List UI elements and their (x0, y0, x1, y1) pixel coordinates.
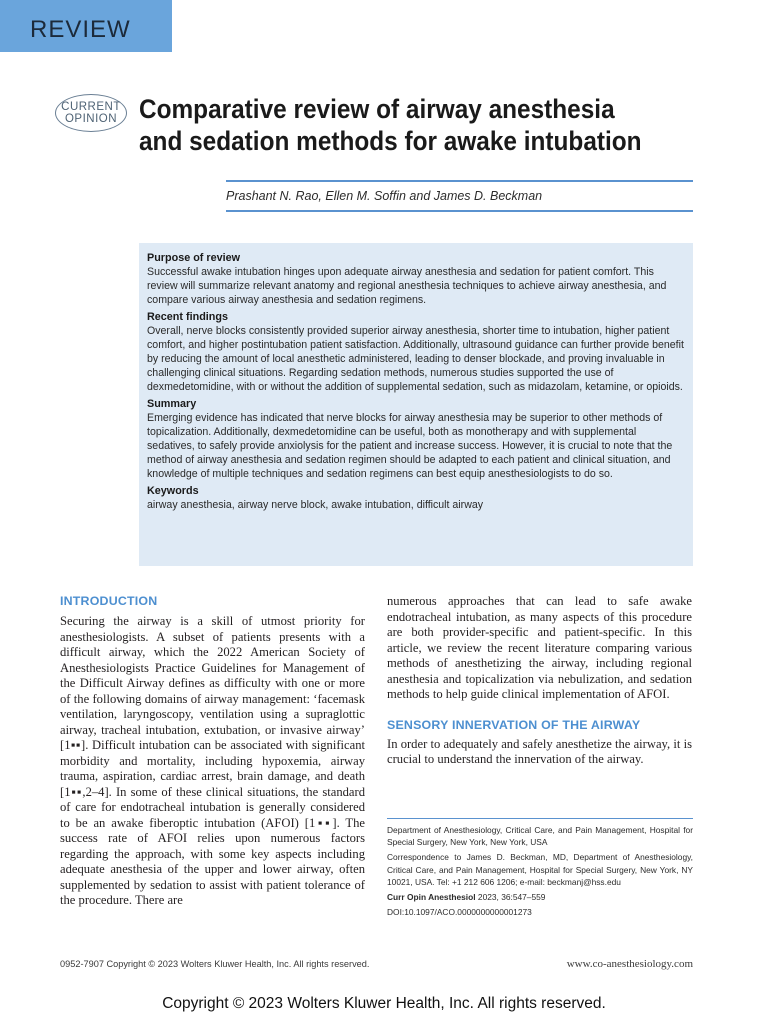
purpose-section (147, 252, 684, 307)
doi-text: DOI:10.1097/ACO.0000000000001273 (387, 907, 532, 918)
copyright-banner: Copyright © 2023 Wolters Kluwer Health, Inc. All rights reserved. (162, 995, 606, 1012)
summary-section (147, 398, 684, 481)
author-footnote (387, 818, 693, 921)
findings-section (147, 311, 684, 394)
right-column (387, 594, 692, 768)
journal-volume: 2023, 36:547–559 (477, 892, 546, 903)
sensory-innervation-heading: SENSORY INNERVATION OF THE AIRWAY (387, 717, 641, 732)
author-list: Prashant N. Rao, Ellen M. Soffin and James D. Beckman (226, 189, 543, 203)
summary-heading: Summary (147, 398, 197, 410)
abstract-box (139, 243, 693, 566)
logo-letter-c: C (61, 101, 70, 113)
authors-top-rule (226, 180, 693, 182)
keywords-text: airway anesthesia, airway nerve block, awake intubation, difficult airway (147, 499, 484, 511)
journal-citation (387, 891, 693, 903)
keywords-heading: Keywords (147, 485, 199, 497)
logo-letter-o: O (64, 113, 75, 125)
introduction-continued-text: numerous approaches that can lead to safe awake endotracheal intubation, as many aspects of this procedure are both provider-specific and patient-specific. In this article, we review the recent literature comparing various methods of anesthetizing the airway, including regional anesthesia and topicalization via nebulization, and sedation methods to help guide clinical implementation of AFOI. (387, 594, 692, 701)
issn-copyright: 0952-7907 Copyright © 2023 Wolters Kluwer Health, Inc. All rights reserved. (60, 959, 370, 969)
left-column (60, 594, 365, 909)
article-title: Comparative review of airway anesthesia and sedation methods for awake intubation (139, 94, 642, 156)
purpose-text: Successful awake intubation hinges upon adequate airway anesthesia and sedation for patient comfort. This review will summarize relevant anatomy and regional anesthesia techniques to achieve airway anesthesia, and compare various airway anesthesia and sedation regimens. (147, 266, 667, 306)
summary-text: Emerging evidence has indicated that nerve blocks for airway anesthesia may be superior to other methods of topicalization. Additionally, dexmedetomidine can be useful, both as monotherapy and with supplemental sedatives, to safely provide anxiolysis for the patient and increase success. However, it is crucial to note that the method of airway anesthesia and sedation regimen should be adapted to each patient and clinical situation, and knowledge of multiple techniques and sedation regimens can best equip anesthesiologists to do so. (147, 412, 673, 480)
journal-website-link[interactable]: www.co-anesthesiology.com (566, 958, 693, 970)
findings-text: Overall, nerve blocks consistently provided superior airway anesthesia, shorter time to intubation, higher patient comfort, and higher postintubation patient satisfaction. Additionally, ultrasound guidance can further provide benefit by reducing the amount of local anesthetic administered, leading to denser blockade, and proving invaluable in challenging clinical situations. Regarding sedation methods, numerous studies supported the use of dexmedetomidine, with or without the addition of supplemental sedation, such as midazolam, ketamine, or opioids. (147, 325, 684, 393)
findings-heading: Recent findings (147, 311, 228, 323)
logo-line-2: PINION (74, 113, 118, 125)
affiliation-text: Department of Anesthesiology, Critical Care, and Pain Management, Hospital for Special Surgery, New York, New York, USA (387, 825, 693, 848)
current-opinion-logo (55, 94, 127, 132)
logo-line-1: URRENT (69, 101, 121, 113)
review-tag: REVIEW (0, 0, 172, 52)
authors-bottom-rule (226, 210, 693, 212)
purpose-heading: Purpose of review (147, 252, 241, 264)
introduction-text: Securing the airway is a skill of utmost priority for anesthesiologists. A subset of patients presents with a difficult airway, which the 2022 American Society of Anesthesiologists Practice Guidelines for Management of the Difficult Airway defines as difficulty with one or more of the following domains of airway management: ‘facemask ventilation, laryngoscopy, ventilation using a supraglottic airway, tracheal intubation, extubation, or invasive airway’ [1▪▪]. Difficult intubation can be associated with significant morbidity and mortality, including hypoxemia, airway trauma, aspiration, cardiac arrest, brain damage, and death [1▪▪,2–4]. In some of these clinical situations, the standard of care for endotracheal intubation is generally considered to be an awake fiberoptic intubation (AFOI) [1▪▪]. The success rate of AFOI relies upon numerous factors regarding the approach, with some key aspects including adequate anesthesia of the upper and lower airway, often supplemented by sedation to assist with patient tolerance of the procedure. There are (60, 614, 365, 907)
correspondence-text: Correspondence to James D. Beckman, MD, Department of Anesthesiology, Critical Care, and Pain Management, Hospital for Special Surgery, New York, NY 10021, USA. Tel: +1 212 606 1206; e-mail: beckmanj@hss.edu (387, 852, 693, 887)
introduction-heading: INTRODUCTION (60, 594, 158, 608)
keywords-section (147, 485, 684, 512)
sensory-innervation-text: In order to adequately and safely anesthetize the airway, it is crucial to understand the innervation of the airway. (387, 736, 692, 766)
journal-name: Curr Opin Anesthesiol (387, 892, 476, 903)
